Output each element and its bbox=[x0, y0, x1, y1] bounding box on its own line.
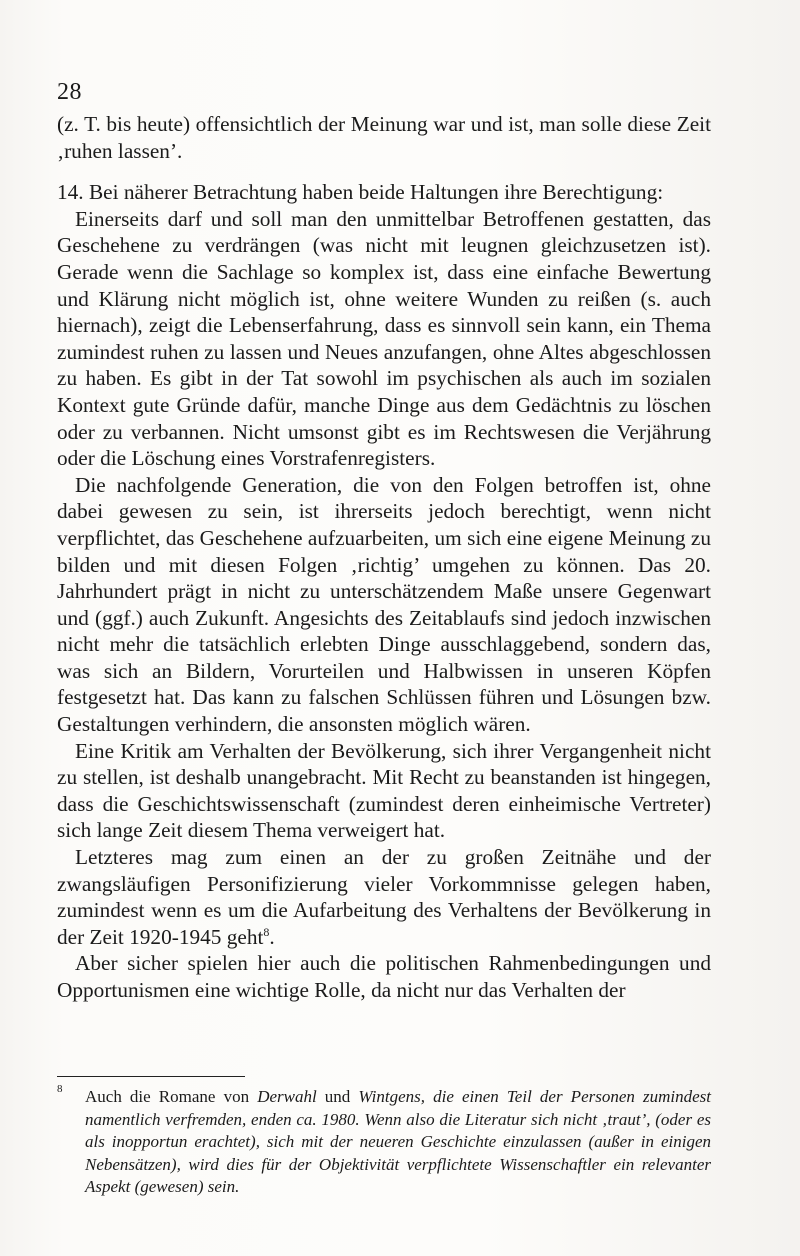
paragraph-letzteres-text: Letzteres mag zum einen an der zu großen Zeitnähe und der zwangsläufigen Personifizierung vieler Vorkommnisse gelegen haben, zumindest wenn es um die Aufarbeitung des Verhaltens der Bevölkerung in der Zeit 1920-1945 geht bbox=[57, 845, 711, 949]
footnote-text-und: und bbox=[316, 1087, 359, 1106]
paragraph-letzteres-end: . bbox=[269, 924, 275, 949]
footnote-8 bbox=[57, 1083, 712, 1199]
body-text bbox=[57, 111, 711, 1004]
paragraph-nachfolgende-generation: Die nachfolgende Generation, die von den Folgen betroffen ist, ohne dabei gewesen zu sein, ist ihrerseits jedoch berechtigt, wenn nicht verpflichtet, das Geschehene aufzuarbeiten, um sich eine eigene Meinung zu bilden und mit diesen Folgen ‚richtig’ umgehen zu können. Das 20. Jahrhundert prägt in nicht zu unterschätzendem Maße unsere Gegenwart und (ggf.) auch Zukunft. Angesichts des Zeitablaufs sind jedoch inzwischen nicht mehr die tatsächlich erlebten Dinge ausschlaggebend, sondern das, was sich an Bildern, Vorurteilen und Halbwissen in unseren Köpfen festgesetzt hat. Das kann zu falschen Schlüssen führen und Lösungen bzw. Gestaltungen verhindern, die ansonsten möglich wären. bbox=[57, 472, 711, 737]
paragraph-einerseits: Einerseits darf und soll man den unmittelbar Betroffenen gestatten, das Geschehene zu verdrängen (was nicht mit leugnen gleichzusetzen ist). Gerade wenn die Sachlage so komplex ist, dass eine einfache Bewertung und Klärung nicht möglich ist, ohne weitere Wunden zu reißen (s. auch hiernach), zeigt die Lebenserfahrung, dass es sinnvoll sein kann, ein Thema zumindest ruhen zu lassen und Neues anzufangen, ohne Altes abgeschlossen zu haben. Es gibt in der Tat sowohl im psychischen als auch im sozialen Kontext gute Gründe dafür, manche Dinge aus dem Gedächtnis zu löschen oder zu verbannen. Nicht umsonst gibt es im Rechtswesen die Verjährung oder die Löschung eines Vorstrafenregisters. bbox=[57, 206, 711, 471]
footnote-author-derwahl: Derwahl bbox=[257, 1087, 317, 1106]
paragraph-section-14: 14. Bei näherer Betrachtung haben beide Haltungen ihre Berechtigung: bbox=[57, 180, 664, 205]
footnote-reference: 8 bbox=[263, 924, 270, 939]
page-number: 28 bbox=[57, 79, 82, 105]
paragraph-continuation: (z. T. bis heute) offensichtlich der Meinung war und ist, man solle diese Zeit ‚ruhen lassen’. bbox=[57, 112, 711, 163]
paragraph-aber-sicher: Aber sicher spielen hier auch die politischen Rahmenbedingungen und Opportunismen eine wichtige Rolle, da nicht nur das Verhalten der bbox=[57, 951, 711, 1002]
footnote-mark: 8 bbox=[57, 1083, 63, 1095]
paragraph-kritik: Eine Kritik am Verhalten der Bevölkerung, sich ihrer Vergangenheit nicht zu stellen, ist deshalb unangebracht. Mit Recht zu beanstanden ist hingegen, dass die Geschichtswissenschaft (zumindest deren einheimische Vertreter) sich lange Zeit diesem Thema verweigert hat. bbox=[57, 738, 711, 843]
footnote-divider bbox=[57, 1076, 245, 1077]
footnote-text bbox=[85, 1086, 711, 1199]
paragraph-letzteres bbox=[57, 844, 711, 950]
footnote-text-italic: Wintgens, die einen Teil der Personen zumindest namentlich verfremden, enden ca. 1980. Wenn also die Literatur sich nicht ‚traut’, (oder es als inopportun erachtet), sich mit der neueren Geschichte einzulassen (außer in einigen Nebensätzen), wird dies für der Objektivität verpflichtete Wissenschaftler ein relevanter Aspekt (gewesen) sein. bbox=[85, 1087, 712, 1197]
footnote-text-start: Auch die Romane von bbox=[85, 1087, 258, 1106]
